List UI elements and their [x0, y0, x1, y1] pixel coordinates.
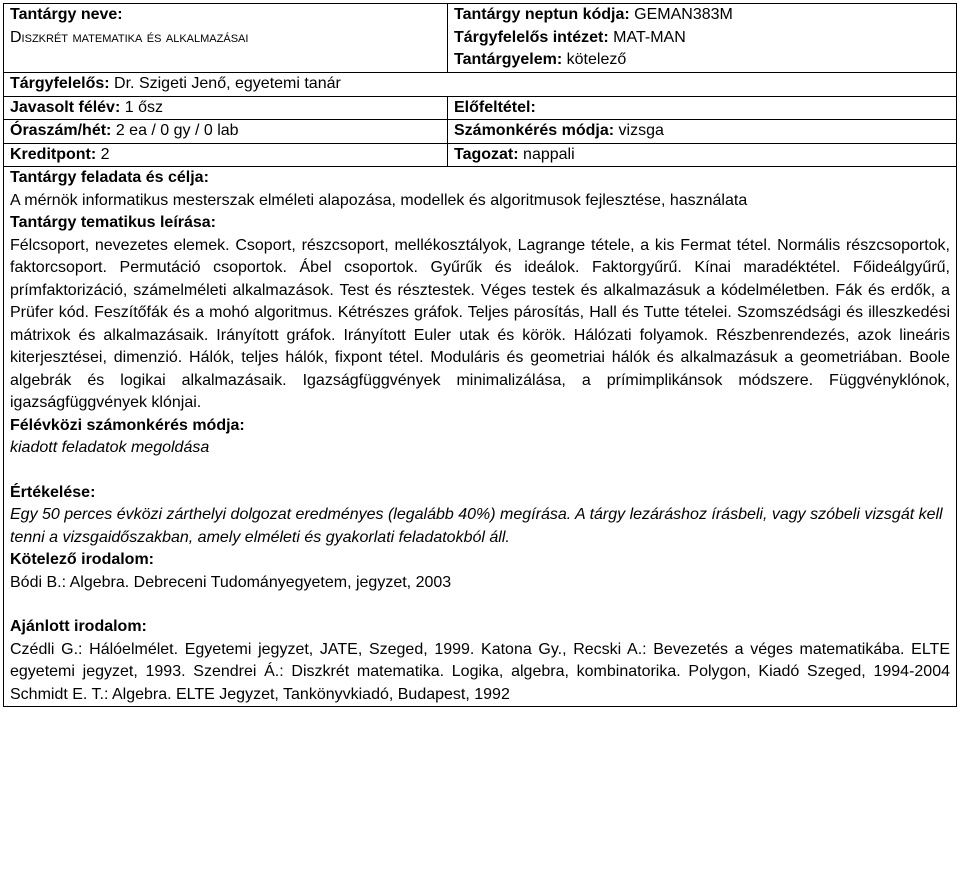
semester-value: 1 ősz: [124, 98, 163, 116]
topics-value: Félcsoport, nevezetes elemek. Csoport, részcsoport, mellékosztályok, Lagrange tétele, a kis Fermat tétel. Normális részcsoportok, faktorcsoport. Permutáció csoportok. Ábel csoportok. Gyűrűk és ideálok. Faktorgyűrű. Kínai maradéktétel. Főideálgyűrű, prímfaktorizáció, számelméleti alkalmazások. Test és résztestek. Véges testek és alkalmazásuk a kódelméletben. Fák és erdők, a Prüfer kód. Feszítőfák és a mohó algoritmus. Kétrészes gráfok. Teljes párosítás, Hall és Tutte tételei. Szomszédsági és illeszkedési mátrixok és alkalmazásaik. Irányított gráfok. Irányított Euler utak és körök. Hálózati folyamok. Részbenrendezés, azok lineáris kiterjesztései, dimenzió. Hálók, teljes hálók, fixpont tétel. Moduláris és geometriai hálók és alkalmazásuk a geometriában. Boole algebrák és logikai alkalmazásaik. Igazságfüggvények minimalizálása, a prímimplikánsok módszere. Függvényklónok, igazságfüggvények klónjai.: [10, 236, 950, 411]
exam-type-value: vizsga: [618, 122, 664, 139]
course-codes-cell: [448, 4, 957, 73]
evaluation-label: Értékelése:: [10, 483, 96, 501]
recommended-lit-label: Ajánlott irodalom:: [10, 618, 147, 635]
topics-label: Tantárgy tematikus leírása:: [10, 214, 217, 231]
course-name-label: Tantárgy neve:: [10, 6, 123, 23]
hours-cell: [4, 120, 448, 144]
spacer: [10, 460, 950, 482]
prerequisite-cell: [448, 96, 957, 120]
goal-label: Tantárgy feladata és célja:: [10, 169, 209, 186]
row-credits: [4, 143, 957, 167]
institute-value: MAT-MAN: [613, 28, 686, 46]
neptun-code-label: Tantárgy neptun kódja:: [454, 6, 630, 23]
prerequisite-label: Előfeltétel:: [454, 98, 536, 116]
section-value: nappali: [523, 145, 575, 163]
exam-type-label: Számonkérés módja:: [454, 122, 615, 139]
required-lit-value: Bódi B.: Algebra. Debreceni Tudományegyetem, jegyzet, 2003: [10, 573, 452, 591]
row-details: [4, 167, 957, 707]
course-name-value: Diszkrét matematika és alkalmazásai: [10, 28, 249, 46]
exam-type-cell: [448, 120, 957, 144]
spacer: [10, 594, 950, 616]
credits-value: 2: [100, 145, 110, 163]
course-table: [3, 3, 957, 707]
section-label: Tagozat:: [454, 145, 519, 163]
section-cell: [448, 143, 957, 167]
course-name-cell: [4, 4, 448, 73]
neptun-code-value: GEMAN383M: [634, 6, 733, 23]
details-cell: [4, 167, 957, 707]
row-header: [4, 4, 957, 73]
goal-value: A mérnök informatikus mesterszak elméleti alapozása, modellek és algoritmusok fejlesztése, használata: [10, 191, 748, 209]
credits-label: Kreditpont:: [10, 145, 97, 163]
recommended-lit-value: Czédli G.: Hálóelmélet. Egyetemi jegyzet, JATE, Szeged, 1999. Katona Gy., Recski A.: Bevezetés a véges matematikába. ELTE egyetemi jegyzet, 1993. Szendrei Á.: Diszkrét matematika. Logika, algebra, kombinatorika. Polygon, Kiadó Szeged, 1994-2004 Schmidt E. T.: Algebra. ELTE Jegyzet, Tankönyvkiadó, Budapest, 1992: [10, 640, 950, 703]
responsible-cell: [4, 73, 957, 97]
row-responsible: [4, 73, 957, 97]
responsible-label: Tárgyfelelős:: [10, 75, 110, 92]
element-value: kötelező: [566, 51, 627, 68]
responsible-value: Dr. Szigeti Jenő, egyetemi tanár: [114, 75, 341, 92]
credits-cell: [4, 143, 448, 167]
institute-label: Tárgyfelelős intézet:: [454, 28, 609, 46]
element-label: Tantárgyelem:: [454, 51, 563, 68]
semester-cell: [4, 96, 448, 120]
midterm-label: Félévközi számonkérés módja:: [10, 416, 245, 434]
row-semester: [4, 96, 957, 120]
required-lit-label: Kötelező irodalom:: [10, 551, 155, 568]
hours-label: Óraszám/hét:: [10, 122, 112, 139]
evaluation-value: Egy 50 perces évközi zárthelyi dolgozat eredményes (legalább 40%) megírása. A tárgy lezáráshoz írásbeli, vagy szóbeli vizsgát kell tenni a vizsgaidőszakban, amely elméleti és gyakorlati feladatokból áll.: [10, 506, 943, 546]
row-hours: [4, 120, 957, 144]
midterm-value: kiadott feladatok megoldása: [10, 439, 210, 456]
semester-label: Javasolt félév:: [10, 98, 121, 116]
hours-value: 2 ea / 0 gy / 0 lab: [115, 122, 239, 139]
